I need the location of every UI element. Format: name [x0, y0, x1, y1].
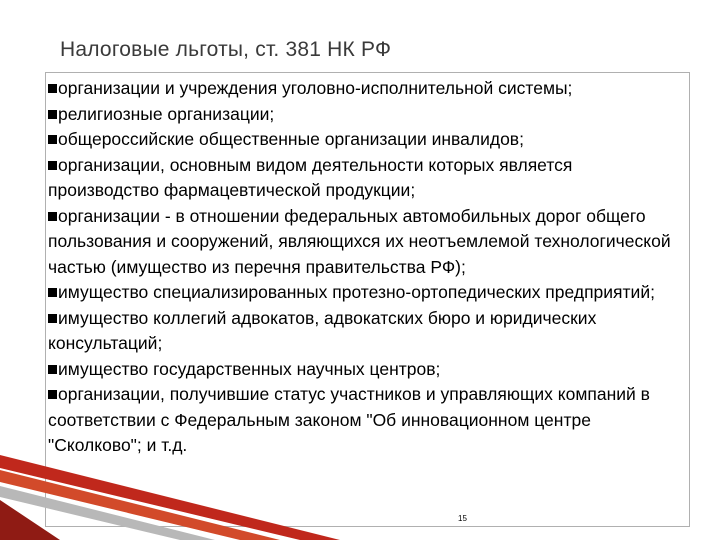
square-bullet-icon: [48, 110, 57, 119]
square-bullet-icon: [48, 84, 57, 93]
list-item: [48, 306, 685, 357]
square-bullet-icon: [48, 161, 57, 170]
list-item-text: организации, основным видом деятельности которых является производство фармацевтической продукции;: [48, 154, 573, 200]
list-item: [48, 153, 685, 204]
list-item-text: общероссийские общественные организации инвалидов;: [58, 129, 524, 149]
content-box: [45, 72, 690, 527]
square-bullet-icon: [48, 390, 57, 399]
list-item-text: организации, получившие статус участников и управляющих компаний в соответствии с Федеральным законом "Об инновационном центре "Сколково"; и т.д.: [48, 384, 650, 455]
list-item: [48, 357, 685, 383]
benefits-list: [48, 76, 685, 459]
slide-title: Налоговые льготы, ст. 381 НК РФ: [60, 38, 392, 61]
square-bullet-icon: [48, 212, 57, 221]
list-item: [48, 127, 685, 153]
list-item: [48, 76, 685, 102]
list-item: [48, 280, 685, 306]
page-number: 15: [458, 514, 467, 523]
list-item-text: религиозные организации;: [58, 103, 275, 124]
square-bullet-icon: [48, 135, 57, 144]
list-item-text: организации - в отношении федеральных автомобильных дорог общего пользования и сооружений, являющихся их неотъемлемой технологической частью (имущество из перечня правительства РФ);: [48, 205, 671, 277]
square-bullet-icon: [48, 288, 57, 297]
list-item-text: организации и учреждения уголовно-исполнительной системы;: [58, 78, 573, 98]
list-item-text: имущество государственных научных центров;: [58, 358, 441, 379]
list-item: [48, 382, 685, 459]
square-bullet-icon: [48, 314, 57, 323]
list-item-text: имущество коллегий адвокатов, адвокатских бюро и юридических консультаций;: [48, 307, 597, 353]
list-item: [48, 102, 685, 128]
square-bullet-icon: [48, 365, 57, 374]
list-item: [48, 204, 685, 281]
list-item-text: имущество специализированных протезно-ортопедических предприятий;: [58, 282, 655, 302]
